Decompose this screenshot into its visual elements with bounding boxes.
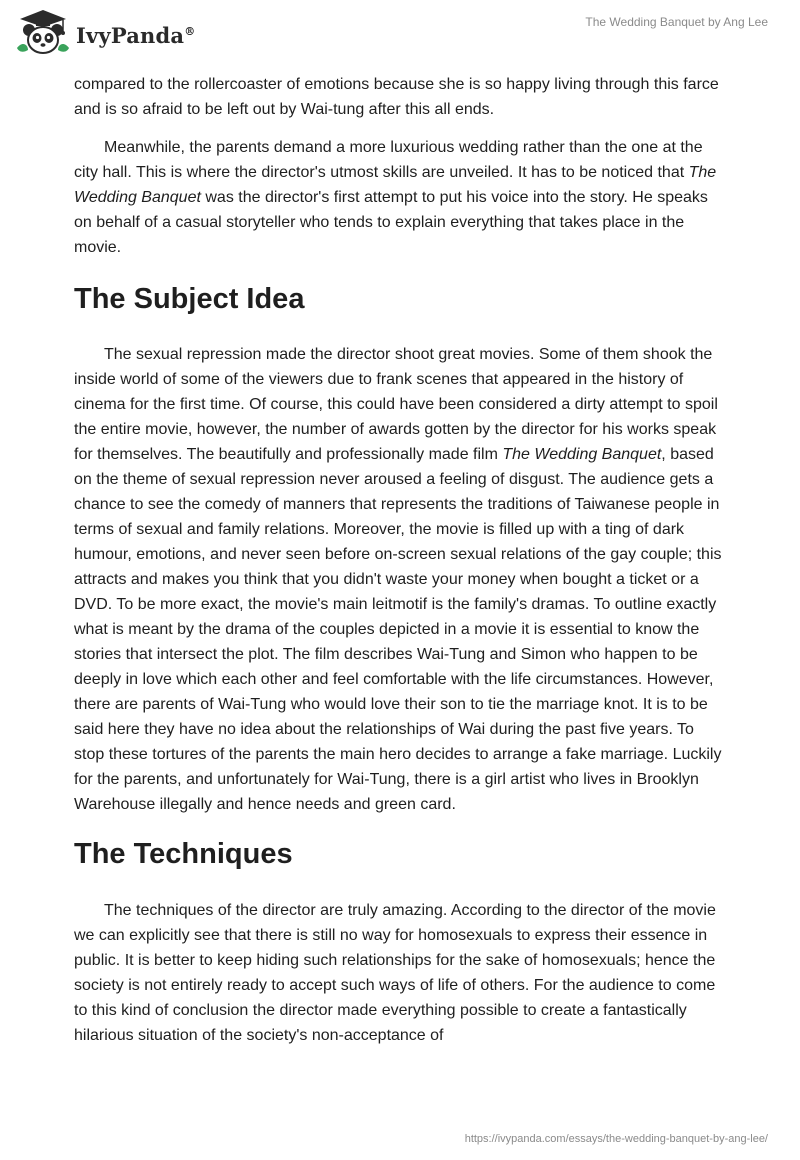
heading-subject-idea: The Subject Idea [74,283,305,315]
paragraph-techniques: The techniques of the director are truly amazing. According to the director of the movie we can explicitly see that there is still no way for homosexuals to express their essence in public. It is better to keep hiding such relationships for the sake of homosexuals; hence the society is not entirely ready to accept such ways of life of others. For the audience to come to this kind of conclusion the director made everything possible to create a fantastically hilarious situation of the society's non-acceptance of [74,902,716,1044]
logo-text: IvyPanda® [76,22,196,48]
paragraph-continuation: compared to the rollercoaster of emotions because she is so happy living through this farce and is so afraid to be left out by Wai-tung after this all ends. [74,76,719,118]
paragraph-subject-idea: The sexual repression made the director shoot great movies. Some of them shook the inside world of some of the viewers due to frank scenes that appeared in the history of cinema for the first time. Of course, this could have been considered a dirty attempt to spoil the entire movie, however, the number of awards gotten by the director for his works speak for themselves. The beautifully and professionally made film The Wedding Banquet, based on the theme of sexual repression never aroused a feeling of disgust. The audience gets a chance to see the comedy of manners that represents the traditions of Taiwanese people in terms of sexual and family relations. Moreover, the movie is filled up with a ting of dark humour, emotions, and never seen before on-screen sexual relations of the gay couple; this attracts and makes you think that you didn't waste your money when bought a ticket or a DVD. To be more exact, the movie's main leitmotif is the family's dramas. To outline exactly what is meant by the drama of the couples depicted in a movie it is essential to know the stories that intersect the plot. The film describes Wai-Tung and Simon who happen to be deeply in love which each other and feel comfortable with the life circumstances. However, there are parents of Wai-Tung who would love their son to tie the marriage knot. It is to be said here they have no idea about the relationships of Wai during the past five years. To stop these tortures of the parents the main hero decides to arrange a fake marriage. Luckily for the parents, and unfortunately for Wai-Tung, there is a girl artist who lives in Brooklyn Warehouse illegally and hence needs and green card. [74,346,722,813]
essay-content [74,72,724,1048]
document-title: The Wedding Banquet by Ang Lee [585,15,768,29]
film-title-italic: The Wedding Banquet [74,164,717,206]
source-url[interactable]: https://ivypanda.com/essays/the-wedding-banquet-by-ang-lee/ [464,1133,768,1145]
panda-graduate-icon [14,8,72,58]
film-title-italic: The Wedding Banquet [502,446,662,463]
paragraph-wedding: Meanwhile, the parents demand a more luxurious wedding rather than the one at the city hall. This is where the director's utmost skills are unveiled. It has to be noticed that The Wedding Banquet was the director's first attempt to put his voice into the story. He speaks on behalf of a casual storyteller who tends to explain everything that takes place in the movie. [74,139,717,256]
ivypanda-logo[interactable] [14,8,195,58]
heading-techniques: The Techniques [74,838,293,870]
page-header [0,0,800,70]
